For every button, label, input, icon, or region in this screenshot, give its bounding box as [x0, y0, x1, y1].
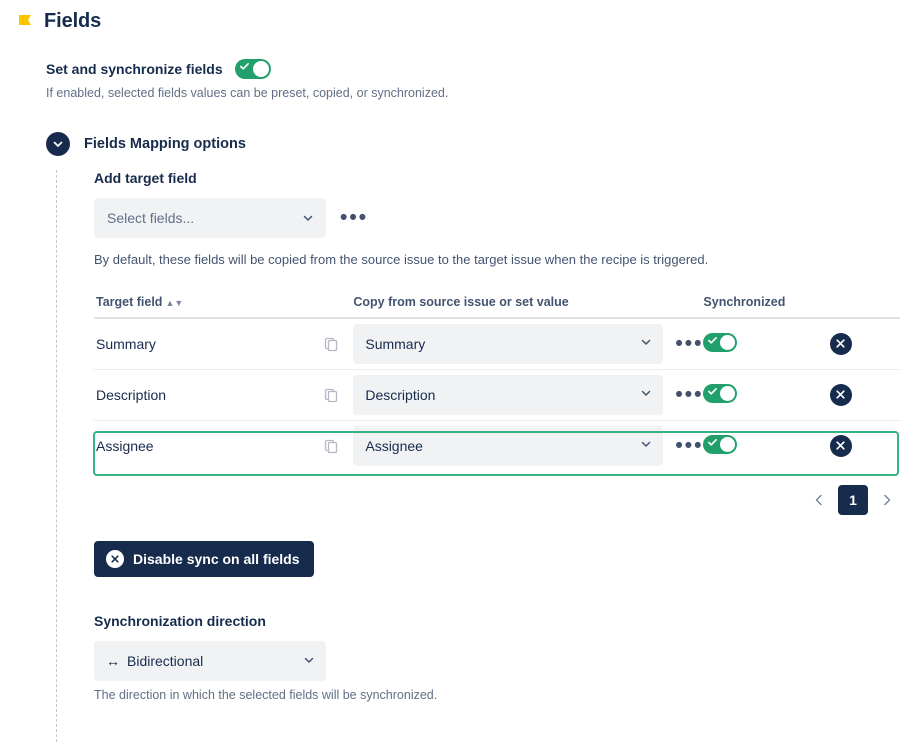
source-value-dropdown[interactable]: [353, 324, 663, 364]
set-and-sync-row: [46, 59, 920, 79]
chevron-down-icon: [639, 335, 653, 352]
copy-icon[interactable]: [323, 387, 339, 403]
check-icon: [708, 387, 717, 396]
page-header: [0, 0, 920, 33]
bidirectional-arrows-icon: ↔: [106, 653, 120, 669]
chevron-down-icon: [639, 386, 653, 403]
set-and-sync-hint: If enabled, selected fields values can be preset, copied, or synchronized.: [46, 86, 449, 100]
check-icon: [708, 438, 717, 447]
sort-caret-icon: ▲▼: [165, 297, 184, 308]
source-value-text: Summary: [365, 335, 426, 352]
pagination-next-icon[interactable]: [874, 487, 900, 513]
row-more-options-icon[interactable]: •••: [675, 433, 704, 457]
synchronized-cell: [703, 318, 829, 369]
chevron-down-icon: [639, 437, 653, 454]
copy-icon[interactable]: [323, 438, 339, 454]
close-icon: [106, 550, 124, 568]
row-more-options-icon[interactable]: •••: [675, 382, 704, 406]
select-fields-dropdown[interactable]: [94, 198, 326, 238]
select-fields-placeholder: Select fields...: [107, 210, 195, 226]
synchronization-direction-hint: The direction in which the selected fields will be synchronized.: [94, 688, 438, 702]
check-icon: [240, 62, 249, 71]
table-row: [94, 318, 900, 369]
remove-row-icon[interactable]: [830, 333, 852, 355]
row-more-options-icon[interactable]: •••: [675, 331, 704, 355]
disable-sync-all-fields-button[interactable]: [94, 541, 314, 577]
table-row: [94, 369, 900, 420]
target-field-cell: [94, 318, 353, 369]
mapping-body: [46, 170, 920, 702]
chevron-down-icon: [301, 211, 315, 225]
vertical-dashed-divider: [56, 170, 57, 742]
add-target-field-label: Add target field: [94, 170, 197, 186]
mapping-note: By default, these fields will be copied from the source issue to the target issue when the recipe is triggered.: [94, 252, 709, 267]
column-header-target-field-label: Target field: [96, 295, 163, 309]
column-header-source: Copy from source issue or set value: [353, 295, 703, 318]
pagination-page-1[interactable]: 1: [838, 485, 868, 515]
target-field-name: Summary: [96, 335, 156, 352]
source-value-dropdown[interactable]: [353, 426, 663, 466]
source-value-dropdown[interactable]: [353, 375, 663, 415]
row-sync-toggle[interactable]: [703, 435, 737, 454]
toggle-knob: [720, 437, 735, 452]
set-and-sync-label: Set and synchronize fields: [46, 61, 223, 77]
chevron-down-icon[interactable]: [46, 132, 70, 156]
row-sync-toggle[interactable]: [703, 384, 737, 403]
target-field-cell: [94, 420, 353, 471]
pagination-prev-icon[interactable]: [806, 487, 832, 513]
add-target-field-more-options-icon[interactable]: •••: [340, 206, 369, 229]
check-icon: [708, 336, 717, 345]
remove-cell: [830, 318, 900, 369]
page-title: Fields: [44, 10, 102, 32]
row-sync-toggle[interactable]: [703, 333, 737, 352]
source-value-cell: [353, 318, 703, 369]
page-content: [0, 59, 920, 702]
remove-cell: [830, 369, 900, 420]
toggle-knob: [720, 386, 735, 401]
fields-mapping-table: [94, 295, 900, 471]
copy-icon[interactable]: [323, 336, 339, 352]
synchronized-cell: [703, 420, 829, 471]
chevron-down-icon: [302, 653, 316, 670]
remove-cell: [830, 420, 900, 471]
table-row: [94, 420, 900, 471]
toggle-knob: [253, 61, 269, 77]
synchronization-direction-dropdown[interactable]: [94, 641, 326, 681]
target-field-cell: [94, 369, 353, 420]
synchronization-direction-value: Bidirectional: [127, 653, 204, 669]
fields-mapping-header[interactable]: [0, 132, 920, 156]
synchronization-direction-label: Synchronization direction: [94, 613, 266, 629]
source-value-text: Assignee: [365, 437, 423, 454]
flag-icon: [16, 13, 34, 31]
source-value-cell: [353, 420, 703, 471]
add-target-field-row: [94, 198, 920, 238]
fields-mapping-title: Fields Mapping options: [84, 136, 246, 152]
disable-sync-all-fields-label: Disable sync on all fields: [133, 551, 300, 567]
pagination: [94, 485, 900, 515]
set-and-sync-toggle[interactable]: [235, 59, 271, 79]
synchronized-cell: [703, 369, 829, 420]
column-header-target-field[interactable]: [94, 295, 353, 318]
column-header-synchronized: Synchronized: [703, 295, 829, 318]
remove-row-icon[interactable]: [830, 435, 852, 457]
target-field-name: Description: [96, 386, 167, 403]
source-value-cell: [353, 369, 703, 420]
remove-row-icon[interactable]: [830, 384, 852, 406]
toggle-knob: [720, 335, 735, 350]
target-field-name: Assignee: [96, 437, 154, 454]
table-header-row: [94, 295, 900, 318]
source-value-text: Description: [365, 386, 436, 403]
column-header-actions: [830, 295, 900, 318]
